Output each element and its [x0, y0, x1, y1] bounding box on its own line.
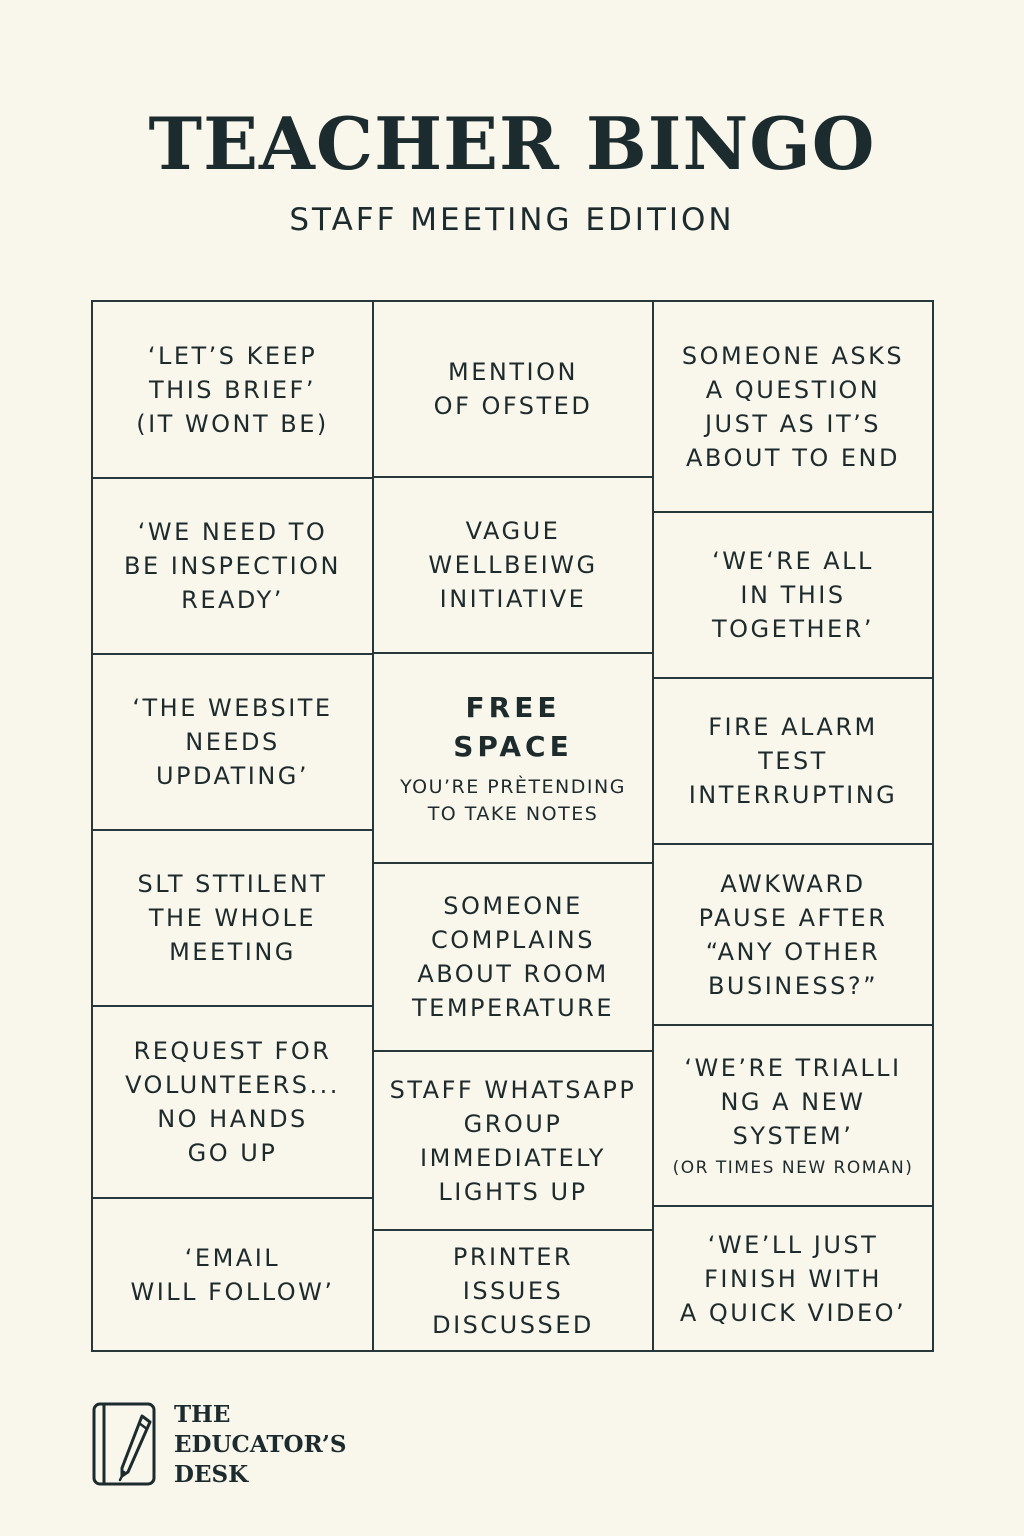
- bingo-cell[interactable]: [372, 862, 654, 1052]
- bingo-cell[interactable]: [91, 653, 374, 831]
- page-title: TEACHER BINGO: [148, 101, 876, 186]
- bingo-cell-text: ‘THE WEBSITE NEEDS UPDATING’: [132, 694, 333, 790]
- brand-name: THE EDUCATOR’S DESK: [174, 1401, 347, 1488]
- bingo-cell-text: ‘LET’S KEEP THIS BRIEF’ (IT WONT BE): [136, 341, 329, 438]
- free-space-subtitle: YOU’RE PRÈTENDING TO TAKE NOTES: [400, 776, 626, 825]
- bingo-cell[interactable]: [652, 843, 934, 1026]
- bingo-column-right: [652, 300, 934, 1352]
- bingo-cell-text: ‘EMAIL WILL FOLLOW’: [130, 1243, 335, 1306]
- free-space-cell[interactable]: [372, 652, 654, 864]
- bingo-cell-text: ‘WE‘RE ALL IN THIS TOGETHER’: [712, 547, 874, 643]
- bingo-cell[interactable]: [652, 511, 934, 679]
- bingo-column-left: [91, 300, 374, 1352]
- bingo-cell[interactable]: [91, 1005, 374, 1199]
- free-space-title: FREE SPACE: [453, 691, 573, 763]
- bingo-cell[interactable]: [91, 1197, 374, 1352]
- brand-logo: [92, 1400, 347, 1490]
- bingo-cell[interactable]: [372, 1050, 654, 1231]
- bingo-cell[interactable]: [372, 476, 654, 654]
- bingo-cell-text: ‘WE NEED TO BE INSPECTION READY’: [124, 518, 341, 614]
- bingo-cell[interactable]: [652, 677, 934, 845]
- bingo-cell-note: (OR TIMES NEW ROMAN): [672, 1157, 914, 1178]
- bingo-cell[interactable]: [372, 1229, 654, 1352]
- bingo-cell-text: SOMEONE COMPLAINS ABOUT ROOM TEMPERATURE: [412, 892, 614, 1022]
- bingo-cell-text: ‘WE’RE TRIALLI NG A NEW SYSTEM’: [684, 1053, 902, 1150]
- bingo-cell-text: AWKWARD PAUSE AFTER “ANY OTHER BUSINESS?”: [698, 869, 888, 1000]
- bingo-cell-text: FIRE ALARM TEST INTERRUPTING: [688, 713, 898, 809]
- page-subtitle: STAFF MEETING EDITION: [289, 202, 735, 238]
- bingo-cell[interactable]: [91, 477, 374, 655]
- notebook-pen-icon: [92, 1402, 158, 1488]
- bingo-cell-text: STAFF WHATSAPP GROUP IMMEDIATELY LIGHTS UP: [389, 1075, 637, 1206]
- bingo-cell-text: ‘WE’LL JUST FINISH WITH A QUICK VIDEO’: [679, 1230, 907, 1327]
- bingo-cell-text: PRINTER ISSUES DISCUSSED: [432, 1242, 594, 1339]
- bingo-cell-text: REQUEST FOR VOLUNTEERS... NO HANDS GO UP: [125, 1037, 340, 1167]
- bingo-column-middle: [372, 300, 654, 1352]
- bingo-cell-text: SLT STTILENT THE WHOLE MEETING: [137, 870, 328, 966]
- bingo-cell[interactable]: [652, 1205, 934, 1352]
- bingo-cell-text: MENTION OF OFSTED: [433, 358, 593, 420]
- bingo-cell[interactable]: [91, 829, 374, 1007]
- bingo-cell-text: SOMEONE ASKS A QUESTION JUST AS IT’S ABOUT TO END: [681, 341, 905, 472]
- bingo-cell[interactable]: [652, 1024, 934, 1207]
- bingo-cell[interactable]: [91, 300, 374, 479]
- bingo-cell[interactable]: [372, 300, 654, 478]
- bingo-cell[interactable]: [652, 300, 934, 513]
- bingo-cell-text: VAGUE WELLBEIWG INITIATIVE: [428, 517, 598, 613]
